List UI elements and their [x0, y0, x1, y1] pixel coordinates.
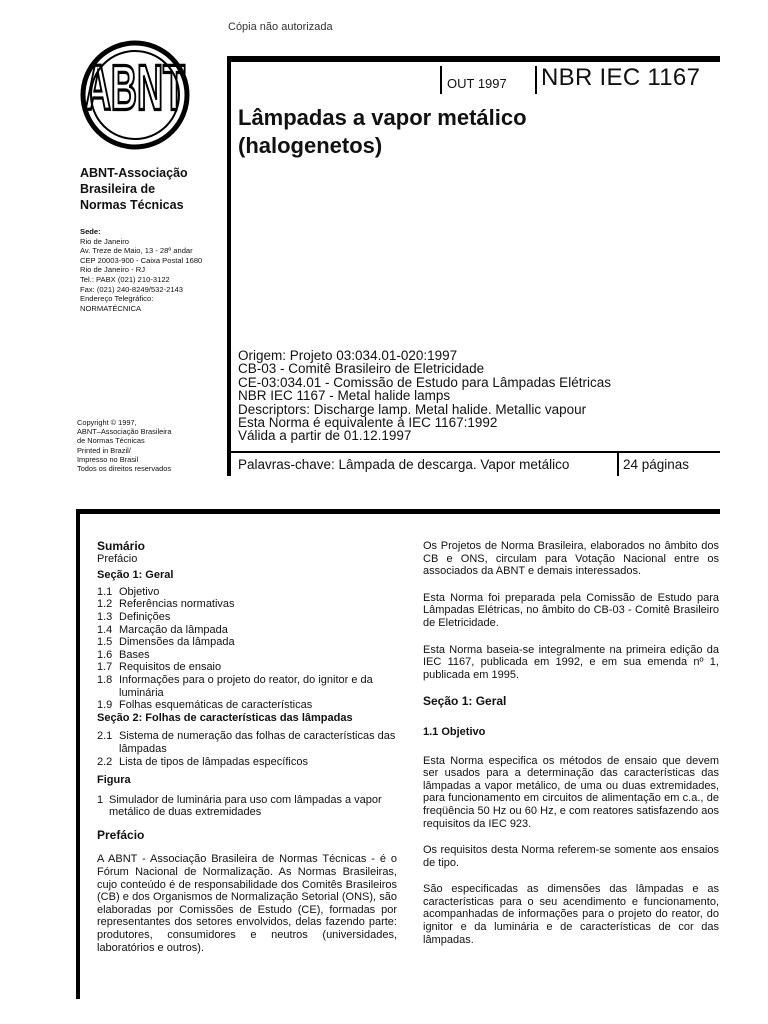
body-top-rule	[76, 509, 720, 514]
toc-item: 1.2 Referências normativas	[97, 598, 235, 611]
preface-heading: Prefácio	[97, 827, 145, 842]
address-block: Sede: Rio de Janeiro Av. Treze de Maio, 13 - 28º andar CEP 20003-900 - Caixa Postal 1680 Rio de Janeiro - RJ Tel.: PABX (021) 210-3122 Fax: (021) 240-8249/532-2143 Endereço Telegráfico: NORMATÉCNICA	[80, 227, 203, 313]
keywords: Palavras-chave: Lâmpada de descarga. Vapor metálico	[238, 457, 570, 472]
right-column	[423, 540, 719, 946]
toc-item: 1.7 Requisitos de ensaio	[97, 661, 222, 674]
toc-item: 1 Simulador de luminária para uso com lâmpadas a vapor metálico de duas extremidades	[97, 793, 382, 819]
paragraph: Esta Norma foi preparada pela Comissão de Estudo para Lâmpadas Elétricas, no âmbito do CB-03 - Comitê Brasileiro de Eletricidade.	[423, 591, 719, 629]
header-top-rule	[227, 56, 720, 62]
toc-item: 1.9 Folhas esquemáticas de características	[97, 699, 313, 712]
page-count: 24 páginas	[623, 457, 690, 472]
origin-block: Origem: Projeto 03:034.01-020:1997 CB-03 - Comitê Brasileiro de Eletricidade CE-03:034.01 - Comissão de Estudo para Lâmpadas Elétricas NBR IEC 1167 - Metal halide lamps Descriptors: Discharge lamp. Metal halide. Metallic vapour Esta Norma é equivalente à IEC 1167:1992 Válida a partir de 01.12.1997	[238, 348, 611, 444]
toc-section-1: Seção 1: Geral	[97, 569, 174, 582]
svg-text:ABNT: ABNT	[84, 51, 186, 124]
toc-item: 1.6 Bases	[97, 648, 150, 661]
paragraph: Esta Norma especifica os métodos de ensaio que devem ser usados para a determinação das características das lâmpadas a vapor metálico, de uma ou duas extremidades, para funcionamento em circuitos de alimentação em c.a., de freqüência 50 Hz ou 60 Hz, e com reatores satisfazendo aos requisitos da IEC 923.	[423, 754, 719, 830]
abnt-logo	[80, 40, 190, 150]
section-1-heading: Seção 1: Geral	[423, 694, 507, 709]
organization-name: ABNT-Associação Brasileira de Normas Técnicas	[80, 166, 188, 212]
toc-figures-heading: Figura	[97, 774, 131, 787]
keywords-rule	[231, 451, 720, 453]
summary-heading: Sumário	[97, 539, 146, 553]
paragraph: Os Projetos de Norma Brasileira, elaborados no âmbito dos CB e ONS, circulam para Votação Nacional entre os associados da ABNT e demais interessados.	[423, 540, 719, 578]
left-column	[97, 540, 397, 954]
toc-section-1-list	[97, 586, 397, 712]
toc-item: 2.2 Lista de tipos de lâmpadas específicos	[97, 755, 308, 768]
date-separator	[440, 66, 442, 94]
toc-item: 2.1 Sistema de numeração das folhas de características das lâmpadas	[97, 730, 396, 755]
toc-figures-list	[97, 794, 397, 819]
paragraph: Os requisitos desta Norma referem-se somente aos ensaios de tipo.	[423, 844, 719, 869]
publication-date: OUT 1997	[447, 76, 507, 91]
toc-item: 1.1 Objetivo	[97, 585, 160, 598]
toc-section-2: Seção 2: Folhas de características das lâmpadas	[97, 711, 353, 724]
body-left-rule	[76, 509, 80, 999]
toc-prefacio: Prefácio	[97, 552, 138, 565]
toc-item: 1.8 Informações para o projeto do reator, do ignitor e da luminária	[97, 673, 373, 699]
watermark: Cópia não autorizada	[228, 21, 333, 33]
toc-item: 1.4 Marcação da lâmpada	[97, 623, 228, 636]
header-left-rule	[227, 56, 231, 476]
toc-section-2-list	[97, 730, 397, 768]
objective-heading: 1.1 Objetivo	[423, 725, 486, 738]
copyright-block: Copyright © 1997, ABNT–Associação Brasileira de Normas Técnicas Printed in Brazil/ Impresso no Brasil Todos os direitos reservados	[77, 418, 172, 474]
document-title: Lâmpadas a vapor metálico (halogenetos)	[238, 105, 527, 158]
toc-item: 1.3 Definições	[97, 610, 171, 623]
toc-item: 1.5 Dimensões da lâmpada	[97, 636, 235, 649]
paragraph: Esta Norma baseia-se integralmente na primeira edição da IEC 1167, publicada em 1992, e em sua emenda nº 1, publicada em 1995.	[423, 643, 719, 681]
code-separator	[535, 66, 537, 94]
standard-code: NBR IEC 1167	[541, 64, 701, 91]
pages-separator	[617, 452, 619, 476]
paragraph: São especificadas as dimensões das lâmpadas e as características para o seu acendimento e funcionamento, acompanhadas de informações para o projeto do reator, do ignitor e da luminária e de características de cor das lâmpadas.	[423, 883, 719, 946]
preface-text: A ABNT - Associação Brasileira de Normas Técnicas - é o Fórum Nacional de Normalização. As Normas Brasileiras, cujo conteúdo é de responsabilidade dos Comitês Brasileiros (CB) e dos Organismos de Normalização Setorial (ONS), são elaboradas por Comissões de Estudo (CE), formadas por representantes dos setores envolvidos, delas fazendo parte: produtores, consumidores e neutros (universidades, laboratórios e outros).	[97, 853, 397, 954]
